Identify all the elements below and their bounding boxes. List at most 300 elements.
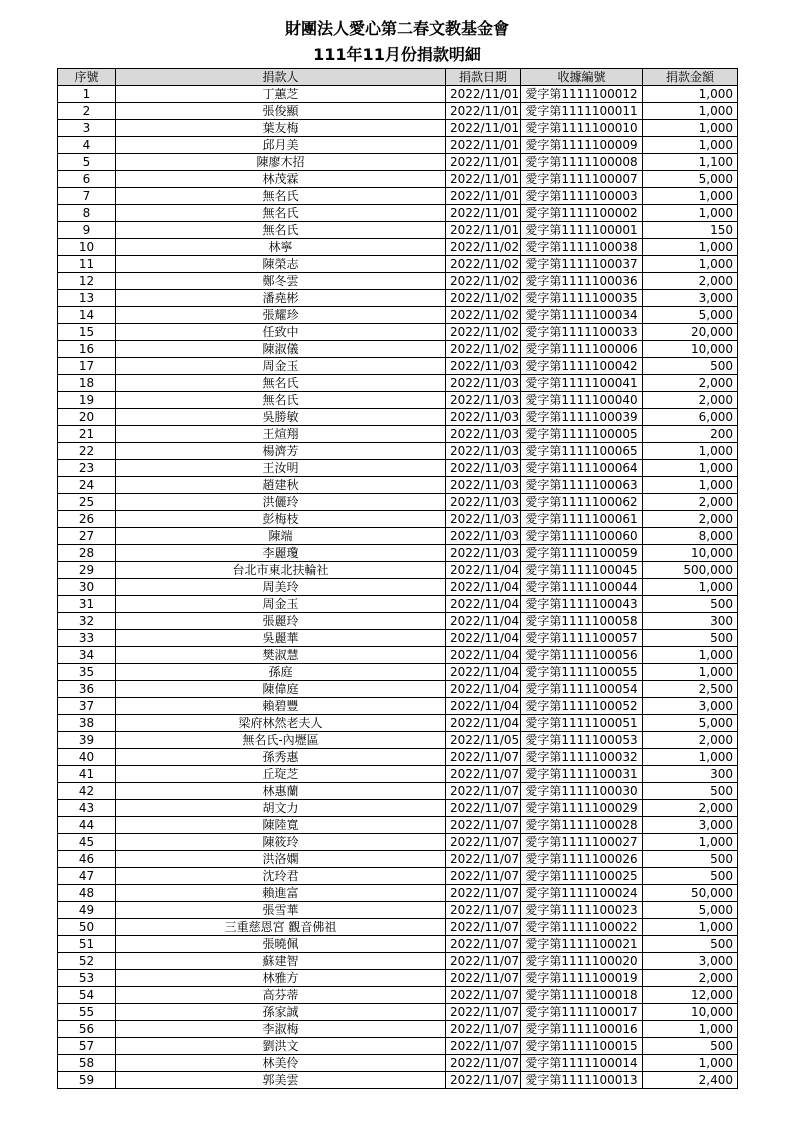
- donor-cell: 賴碧豐: [116, 698, 446, 715]
- donor-cell: 吳勝敏: [116, 409, 446, 426]
- table-row: [58, 528, 738, 545]
- donor-cell: 楊濟芳: [116, 443, 446, 460]
- receipt-cell: 愛字第1111100030: [521, 783, 643, 800]
- serial-cell: 6: [58, 171, 116, 188]
- donor-cell: 陳榮志: [116, 256, 446, 273]
- receipt-cell: 愛字第1111100001: [521, 222, 643, 239]
- donor-cell: 趙建秋: [116, 477, 446, 494]
- serial-cell: 54: [58, 987, 116, 1004]
- serial-cell: 29: [58, 562, 116, 579]
- receipt-cell: 愛字第1111100039: [521, 409, 643, 426]
- amount-cell: 3,000: [643, 817, 738, 834]
- table-row: [58, 817, 738, 834]
- receipt-cell: 愛字第1111100054: [521, 681, 643, 698]
- date-cell: 2022/11/03: [446, 545, 521, 562]
- receipt-cell: 愛字第1111100057: [521, 630, 643, 647]
- amount-cell: 2,000: [643, 800, 738, 817]
- serial-cell: 36: [58, 681, 116, 698]
- date-cell: 2022/11/04: [446, 715, 521, 732]
- date-cell: 2022/11/07: [446, 902, 521, 919]
- amount-cell: 1,000: [643, 749, 738, 766]
- table-row: [58, 443, 738, 460]
- table-row: [58, 732, 738, 749]
- receipt-cell: 愛字第1111100061: [521, 511, 643, 528]
- table-row: [58, 715, 738, 732]
- donor-cell: 王汝明: [116, 460, 446, 477]
- table-row: [58, 647, 738, 664]
- serial-cell: 32: [58, 613, 116, 630]
- amount-cell: 5,000: [643, 902, 738, 919]
- date-cell: 2022/11/01: [446, 103, 521, 120]
- donor-cell: 彭梅枝: [116, 511, 446, 528]
- table-row: [58, 664, 738, 681]
- receipt-cell: 愛字第1111100023: [521, 902, 643, 919]
- amount-cell: 1,000: [643, 1055, 738, 1072]
- receipt-cell: 愛字第1111100027: [521, 834, 643, 851]
- donor-cell: 吳麗華: [116, 630, 446, 647]
- receipt-cell: 愛字第1111100026: [521, 851, 643, 868]
- table-row: [58, 1055, 738, 1072]
- amount-cell: 1,000: [643, 86, 738, 103]
- serial-cell: 30: [58, 579, 116, 596]
- donor-cell: 郭美雲: [116, 1072, 446, 1089]
- serial-cell: 43: [58, 800, 116, 817]
- serial-cell: 39: [58, 732, 116, 749]
- receipt-cell: 愛字第1111100038: [521, 239, 643, 256]
- date-cell: 2022/11/04: [446, 698, 521, 715]
- receipt-cell: 愛字第1111100006: [521, 341, 643, 358]
- serial-cell: 7: [58, 188, 116, 205]
- donor-cell: 林寧: [116, 239, 446, 256]
- date-cell: 2022/11/02: [446, 290, 521, 307]
- serial-cell: 33: [58, 630, 116, 647]
- donor-cell: 張雪華: [116, 902, 446, 919]
- amount-cell: 5,000: [643, 715, 738, 732]
- date-cell: 2022/11/07: [446, 851, 521, 868]
- date-cell: 2022/11/03: [446, 460, 521, 477]
- amount-cell: 2,400: [643, 1072, 738, 1089]
- date-cell: 2022/11/04: [446, 681, 521, 698]
- serial-cell: 8: [58, 205, 116, 222]
- date-cell: 2022/11/05: [446, 732, 521, 749]
- amount-cell: 2,000: [643, 273, 738, 290]
- amount-cell: 1,000: [643, 460, 738, 477]
- amount-cell: 500: [643, 783, 738, 800]
- table-row: [58, 987, 738, 1004]
- serial-cell: 42: [58, 783, 116, 800]
- receipt-cell: 愛字第1111100002: [521, 205, 643, 222]
- amount-cell: 200: [643, 426, 738, 443]
- amount-cell: 1,000: [643, 919, 738, 936]
- table-row: [58, 868, 738, 885]
- donor-cell: 周金玉: [116, 596, 446, 613]
- donor-cell: 洪洛嫻: [116, 851, 446, 868]
- amount-cell: 500: [643, 630, 738, 647]
- serial-cell: 52: [58, 953, 116, 970]
- receipt-cell: 愛字第1111100063: [521, 477, 643, 494]
- donor-cell: 邱月美: [116, 137, 446, 154]
- serial-cell: 26: [58, 511, 116, 528]
- receipt-cell: 愛字第1111100015: [521, 1038, 643, 1055]
- date-cell: 2022/11/01: [446, 154, 521, 171]
- table-row: [58, 222, 738, 239]
- table-row: [58, 749, 738, 766]
- receipt-cell: 愛字第1111100062: [521, 494, 643, 511]
- date-cell: 2022/11/07: [446, 800, 521, 817]
- amount-cell: 1,000: [643, 137, 738, 154]
- date-cell: 2022/11/07: [446, 885, 521, 902]
- receipt-cell: 愛字第1111100020: [521, 953, 643, 970]
- donor-cell: 鄭冬雲: [116, 273, 446, 290]
- table-row: [58, 460, 738, 477]
- donor-cell: 梁府林然老夫人: [116, 715, 446, 732]
- date-cell: 2022/11/07: [446, 1038, 521, 1055]
- amount-cell: 2,000: [643, 375, 738, 392]
- table-row: [58, 137, 738, 154]
- table-row: [58, 834, 738, 851]
- serial-cell: 46: [58, 851, 116, 868]
- serial-cell: 35: [58, 664, 116, 681]
- serial-cell: 14: [58, 307, 116, 324]
- receipt-cell: 愛字第1111100034: [521, 307, 643, 324]
- serial-cell: 47: [58, 868, 116, 885]
- donor-cell: 孫庭: [116, 664, 446, 681]
- amount-cell: 1,000: [643, 256, 738, 273]
- date-cell: 2022/11/07: [446, 970, 521, 987]
- date-cell: 2022/11/07: [446, 817, 521, 834]
- date-cell: 2022/11/01: [446, 120, 521, 137]
- donor-cell: 高芬蒂: [116, 987, 446, 1004]
- amount-cell: 1,000: [643, 103, 738, 120]
- table-row: [58, 562, 738, 579]
- date-cell: 2022/11/02: [446, 324, 521, 341]
- date-cell: 2022/11/03: [446, 443, 521, 460]
- date-cell: 2022/11/04: [446, 647, 521, 664]
- receipt-cell: 愛字第1111100033: [521, 324, 643, 341]
- amount-cell: 6,000: [643, 409, 738, 426]
- table-row: [58, 426, 738, 443]
- table-row: [58, 392, 738, 409]
- serial-cell: 41: [58, 766, 116, 783]
- date-cell: 2022/11/04: [446, 630, 521, 647]
- serial-cell: 1: [58, 86, 116, 103]
- table-row: [58, 256, 738, 273]
- column-header-receipt: 收據編號: [521, 69, 643, 86]
- date-cell: 2022/11/01: [446, 222, 521, 239]
- serial-cell: 15: [58, 324, 116, 341]
- page-title: 財團法人愛心第二春文教基金會: [284, 19, 509, 38]
- date-cell: 2022/11/07: [446, 1072, 521, 1089]
- table-row: [58, 596, 738, 613]
- receipt-cell: 愛字第1111100021: [521, 936, 643, 953]
- serial-cell: 28: [58, 545, 116, 562]
- amount-cell: 1,000: [643, 1021, 738, 1038]
- receipt-cell: 愛字第1111100040: [521, 392, 643, 409]
- donor-cell: 張曉佩: [116, 936, 446, 953]
- serial-cell: 27: [58, 528, 116, 545]
- amount-cell: 20,000: [643, 324, 738, 341]
- receipt-cell: 愛字第1111100058: [521, 613, 643, 630]
- donor-cell: 林雅方: [116, 970, 446, 987]
- serial-cell: 24: [58, 477, 116, 494]
- receipt-cell: 愛字第1111100011: [521, 103, 643, 120]
- amount-cell: 2,000: [643, 511, 738, 528]
- serial-cell: 50: [58, 919, 116, 936]
- receipt-cell: 愛字第1111100032: [521, 749, 643, 766]
- amount-cell: 1,000: [643, 188, 738, 205]
- table-row: [58, 171, 738, 188]
- date-cell: 2022/11/07: [446, 783, 521, 800]
- table-row: [58, 307, 738, 324]
- receipt-cell: 愛字第1111100053: [521, 732, 643, 749]
- date-cell: 2022/11/07: [446, 919, 521, 936]
- receipt-cell: 愛字第1111100056: [521, 647, 643, 664]
- table-row: [58, 902, 738, 919]
- receipt-cell: 愛字第1111100045: [521, 562, 643, 579]
- serial-cell: 51: [58, 936, 116, 953]
- amount-cell: 3,000: [643, 698, 738, 715]
- donor-cell: 丘琁芝: [116, 766, 446, 783]
- serial-cell: 11: [58, 256, 116, 273]
- donor-cell: 劉洪文: [116, 1038, 446, 1055]
- date-cell: 2022/11/07: [446, 1021, 521, 1038]
- table-row: [58, 1004, 738, 1021]
- table-row: [58, 1021, 738, 1038]
- donor-cell: 胡文力: [116, 800, 446, 817]
- serial-cell: 17: [58, 358, 116, 375]
- donor-cell: 無名氏: [116, 375, 446, 392]
- donor-cell: 王煊翔: [116, 426, 446, 443]
- serial-cell: 2: [58, 103, 116, 120]
- serial-cell: 40: [58, 749, 116, 766]
- receipt-cell: 愛字第1111100016: [521, 1021, 643, 1038]
- serial-cell: 4: [58, 137, 116, 154]
- table-row: [58, 970, 738, 987]
- date-cell: 2022/11/07: [446, 749, 521, 766]
- date-cell: 2022/11/03: [446, 375, 521, 392]
- serial-cell: 21: [58, 426, 116, 443]
- amount-cell: 50,000: [643, 885, 738, 902]
- donor-cell: 林茂霖: [116, 171, 446, 188]
- receipt-cell: 愛字第1111100009: [521, 137, 643, 154]
- donor-cell: 無名氏: [116, 392, 446, 409]
- receipt-cell: 愛字第1111100036: [521, 273, 643, 290]
- donor-cell: 張麗玲: [116, 613, 446, 630]
- table-row: [58, 681, 738, 698]
- receipt-cell: 愛字第1111100013: [521, 1072, 643, 1089]
- amount-cell: 1,100: [643, 154, 738, 171]
- receipt-cell: 愛字第1111100003: [521, 188, 643, 205]
- serial-cell: 3: [58, 120, 116, 137]
- date-cell: 2022/11/07: [446, 834, 521, 851]
- amount-cell: 5,000: [643, 171, 738, 188]
- donor-cell: 任致中: [116, 324, 446, 341]
- table-header-row: [58, 69, 738, 86]
- amount-cell: 500: [643, 358, 738, 375]
- table-row: [58, 579, 738, 596]
- amount-cell: 1,000: [643, 239, 738, 256]
- receipt-cell: 愛字第1111100041: [521, 375, 643, 392]
- serial-cell: 9: [58, 222, 116, 239]
- donor-cell: 潘堯彬: [116, 290, 446, 307]
- donor-cell: 沈玲君: [116, 868, 446, 885]
- table-row: [58, 800, 738, 817]
- donor-cell: 無名氏: [116, 205, 446, 222]
- table-body: [58, 86, 738, 1089]
- table-row: [58, 936, 738, 953]
- receipt-cell: 愛字第1111100035: [521, 290, 643, 307]
- table-row: [58, 188, 738, 205]
- page-subtitle: 111年11月份捐款明細: [313, 45, 481, 64]
- serial-cell: 22: [58, 443, 116, 460]
- donor-cell: 葉友梅: [116, 120, 446, 137]
- serial-cell: 55: [58, 1004, 116, 1021]
- date-cell: 2022/11/02: [446, 239, 521, 256]
- amount-cell: 3,000: [643, 290, 738, 307]
- donor-cell: 李麗瓊: [116, 545, 446, 562]
- table-row: [58, 1038, 738, 1055]
- amount-cell: 500: [643, 1038, 738, 1055]
- amount-cell: 1,000: [643, 647, 738, 664]
- serial-cell: 13: [58, 290, 116, 307]
- amount-cell: 500: [643, 851, 738, 868]
- table-row: [58, 613, 738, 630]
- amount-cell: 8,000: [643, 528, 738, 545]
- donor-cell: 周美玲: [116, 579, 446, 596]
- serial-cell: 37: [58, 698, 116, 715]
- date-cell: 2022/11/03: [446, 426, 521, 443]
- amount-cell: 300: [643, 613, 738, 630]
- table-row: [58, 103, 738, 120]
- donor-cell: 林美伶: [116, 1055, 446, 1072]
- receipt-cell: 愛字第1111100005: [521, 426, 643, 443]
- serial-cell: 58: [58, 1055, 116, 1072]
- date-cell: 2022/11/03: [446, 511, 521, 528]
- amount-cell: 1,000: [643, 579, 738, 596]
- table-row: [58, 545, 738, 562]
- donor-cell: 陳端: [116, 528, 446, 545]
- table-row: [58, 341, 738, 358]
- amount-cell: 10,000: [643, 1004, 738, 1021]
- donor-cell: 張耀珍: [116, 307, 446, 324]
- date-cell: 2022/11/03: [446, 392, 521, 409]
- amount-cell: 5,000: [643, 307, 738, 324]
- donor-cell: 樊淑慧: [116, 647, 446, 664]
- receipt-cell: 愛字第1111100064: [521, 460, 643, 477]
- receipt-cell: 愛字第1111100028: [521, 817, 643, 834]
- table-row: [58, 358, 738, 375]
- table-row: [58, 783, 738, 800]
- table-row: [58, 885, 738, 902]
- date-cell: 2022/11/04: [446, 664, 521, 681]
- date-cell: 2022/11/01: [446, 86, 521, 103]
- donor-cell: 陳偉庭: [116, 681, 446, 698]
- table-row: [58, 494, 738, 511]
- table-row: [58, 273, 738, 290]
- donor-cell: 張俊顯: [116, 103, 446, 120]
- date-cell: 2022/11/03: [446, 358, 521, 375]
- table-row: [58, 239, 738, 256]
- serial-cell: 31: [58, 596, 116, 613]
- receipt-cell: 愛字第1111100051: [521, 715, 643, 732]
- receipt-cell: 愛字第1111100043: [521, 596, 643, 613]
- serial-cell: 16: [58, 341, 116, 358]
- date-cell: 2022/11/07: [446, 987, 521, 1004]
- donor-cell: 台北市東北扶輪社: [116, 562, 446, 579]
- table-row: [58, 511, 738, 528]
- date-cell: 2022/11/07: [446, 868, 521, 885]
- receipt-cell: 愛字第1111100055: [521, 664, 643, 681]
- date-cell: 2022/11/03: [446, 528, 521, 545]
- table-row: [58, 409, 738, 426]
- table-row: [58, 698, 738, 715]
- serial-cell: 53: [58, 970, 116, 987]
- date-cell: 2022/11/02: [446, 307, 521, 324]
- serial-cell: 44: [58, 817, 116, 834]
- table-row: [58, 154, 738, 171]
- receipt-cell: 愛字第1111100014: [521, 1055, 643, 1072]
- donor-cell: 無名氏-內壢區: [116, 732, 446, 749]
- donation-table: [57, 68, 738, 1089]
- date-cell: 2022/11/01: [446, 205, 521, 222]
- donor-cell: 無名氏: [116, 222, 446, 239]
- amount-cell: 2,000: [643, 494, 738, 511]
- donor-cell: 周金玉: [116, 358, 446, 375]
- donor-cell: 賴進富: [116, 885, 446, 902]
- donor-cell: 丁蕙芝: [116, 86, 446, 103]
- receipt-cell: 愛字第1111100012: [521, 86, 643, 103]
- receipt-cell: 愛字第1111100060: [521, 528, 643, 545]
- receipt-cell: 愛字第1111100059: [521, 545, 643, 562]
- date-cell: 2022/11/02: [446, 273, 521, 290]
- receipt-cell: 愛字第1111100008: [521, 154, 643, 171]
- donor-cell: 陳廖木招: [116, 154, 446, 171]
- amount-cell: 150: [643, 222, 738, 239]
- serial-cell: 59: [58, 1072, 116, 1089]
- donor-cell: 林惠蘭: [116, 783, 446, 800]
- receipt-cell: 愛字第1111100044: [521, 579, 643, 596]
- amount-cell: 500: [643, 868, 738, 885]
- serial-cell: 12: [58, 273, 116, 290]
- amount-cell: 1,000: [643, 120, 738, 137]
- receipt-cell: 愛字第1111100024: [521, 885, 643, 902]
- donor-cell: 陳筱玲: [116, 834, 446, 851]
- receipt-cell: 愛字第1111100025: [521, 868, 643, 885]
- table-row: [58, 205, 738, 222]
- receipt-cell: 愛字第1111100007: [521, 171, 643, 188]
- date-cell: 2022/11/03: [446, 494, 521, 511]
- donor-cell: 無名氏: [116, 188, 446, 205]
- serial-cell: 19: [58, 392, 116, 409]
- receipt-cell: 愛字第1111100010: [521, 120, 643, 137]
- receipt-cell: 愛字第1111100065: [521, 443, 643, 460]
- date-cell: 2022/11/04: [446, 596, 521, 613]
- serial-cell: 23: [58, 460, 116, 477]
- date-cell: 2022/11/07: [446, 936, 521, 953]
- date-cell: 2022/11/07: [446, 1004, 521, 1021]
- date-cell: 2022/11/04: [446, 579, 521, 596]
- serial-cell: 45: [58, 834, 116, 851]
- amount-cell: 500,000: [643, 562, 738, 579]
- serial-cell: 5: [58, 154, 116, 171]
- amount-cell: 1,000: [643, 205, 738, 222]
- table-row: [58, 851, 738, 868]
- table-row: [58, 1072, 738, 1089]
- receipt-cell: 愛字第1111100042: [521, 358, 643, 375]
- receipt-cell: 愛字第1111100037: [521, 256, 643, 273]
- table-row: [58, 120, 738, 137]
- serial-cell: 20: [58, 409, 116, 426]
